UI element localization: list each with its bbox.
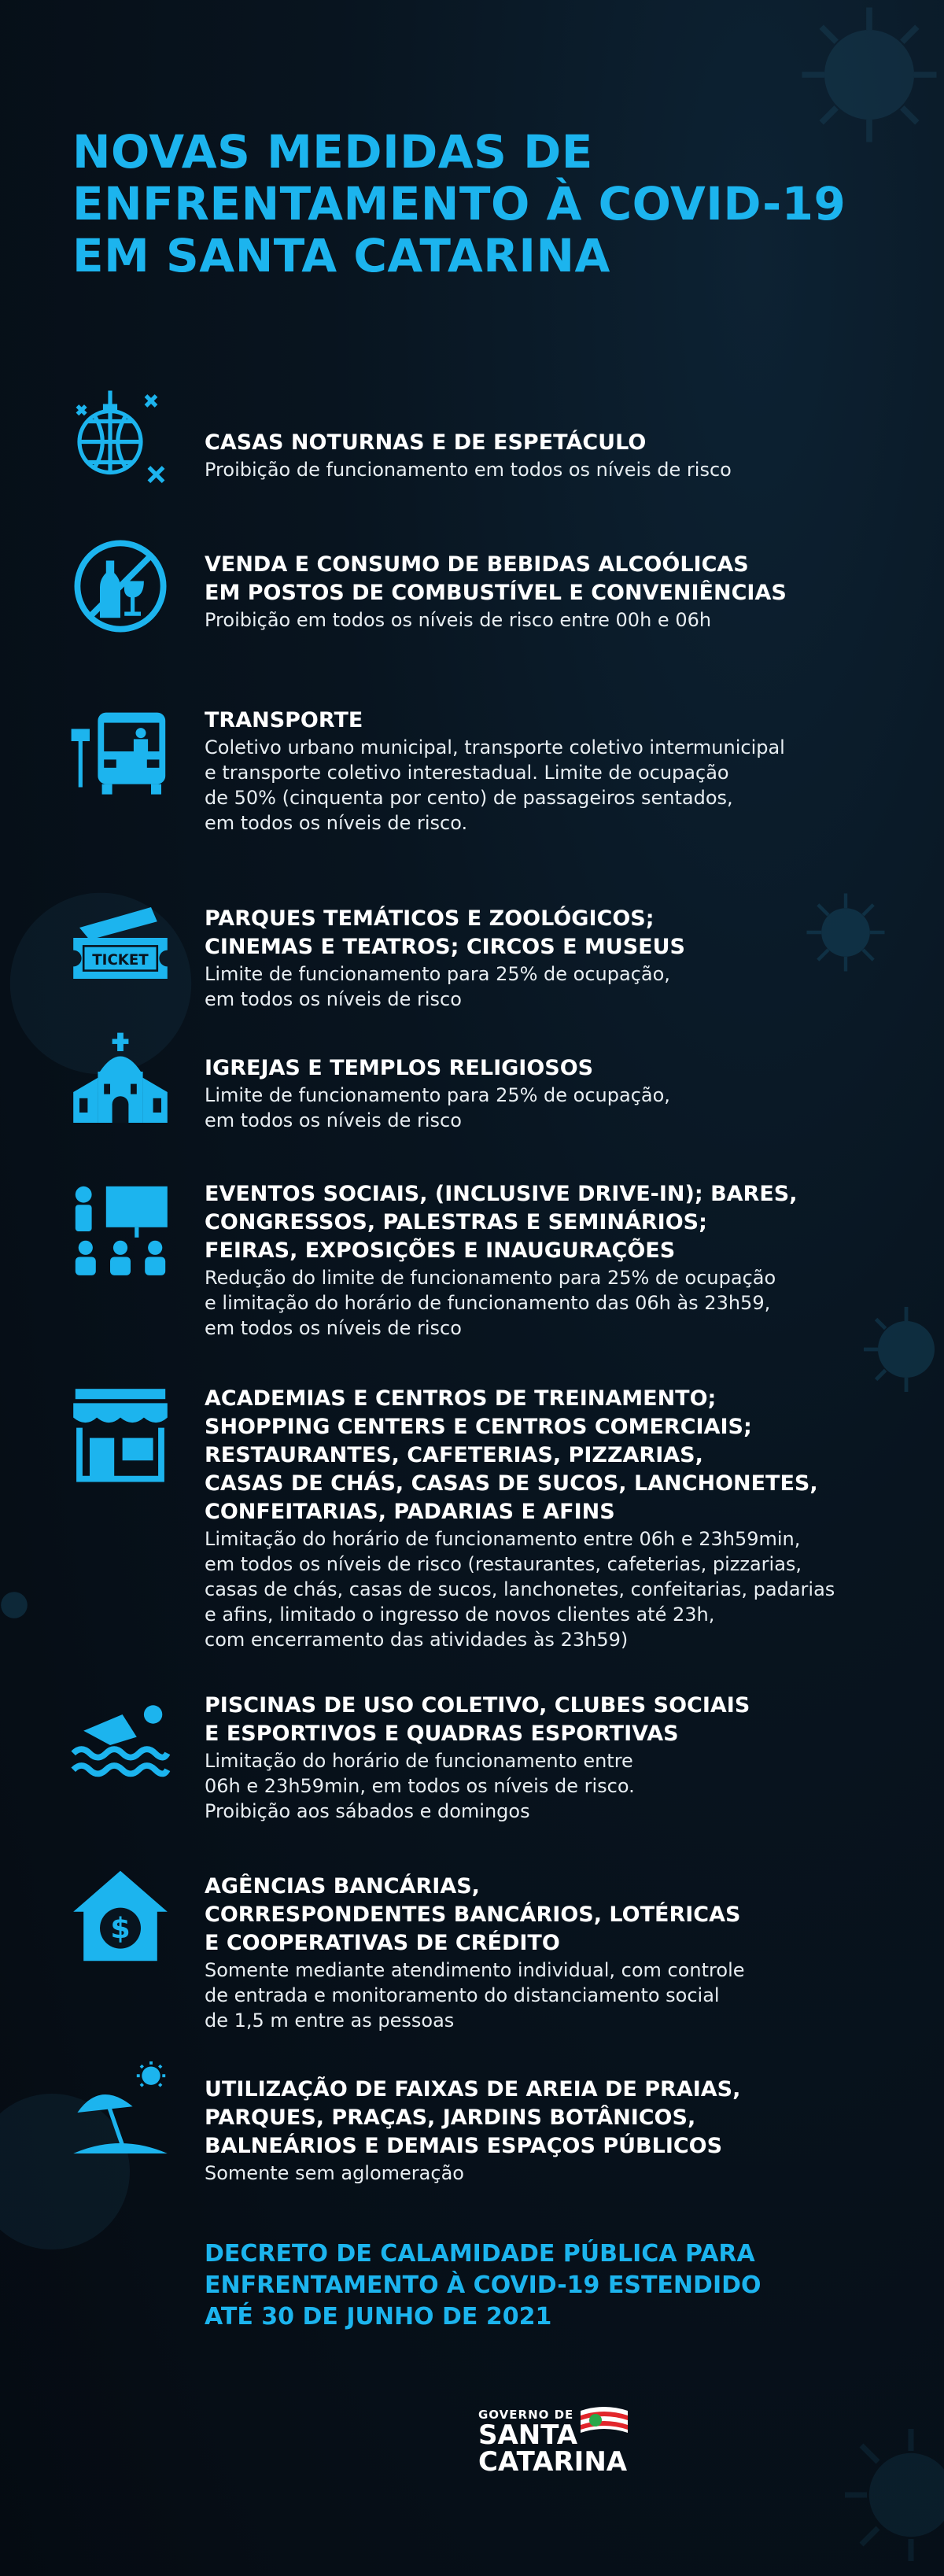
item-description: Coletivo urbano municipal, transporte coletivo intermunicipal e transporte coletivo interestadual. Limite de ocupação de 50% (cinquenta por cento) de passageiros sentados, em todos os níveis de risco.	[205, 736, 785, 834]
title-line-3: EM SANTA CATARINA	[72, 229, 610, 282]
item-description: Limitação do horário de funcionamento entre 06h e 23h59min, em todos os níveis de risco (restaurantes, cafeterias, pizzarias, casas de chás, casas de sucos, lanchonetes, confeitarias, padarias e afins, limitado o ingresso de novos clientes até 23h, com encerramento das atividades às 23h59)	[205, 1528, 835, 1651]
item-description: Proibição em todos os níveis de risco entre 00h e 06h	[205, 609, 712, 631]
item-heading: IGREJAS E TEMPLOS RELIGIOSOS	[205, 1056, 594, 1080]
item-heading: TRANSPORTE	[205, 708, 363, 733]
bank-house-dollar-icon	[69, 1865, 171, 1967]
swimmer-icon	[69, 1684, 171, 1786]
ticket-icon	[69, 897, 171, 999]
title-line-1: NOVAS MEDIDAS DE	[72, 125, 593, 179]
item-heading: EVENTOS SOCIAIS, (INCLUSIVE DRIVE-IN); BARES, CONGRESSOS, PALESTRAS E SEMINÁRIOS; FEIRAS, EXPOSIÇÕES E INAUGURAÇÕES	[205, 1182, 798, 1263]
item-description: Redução do limite de funcionamento para 25% de ocupação e limitação do horário de funcionamento das 06h às 23h59, em todos os níveis de risco	[205, 1267, 776, 1339]
item-description: Limite de funcionamento para 25% de ocupação, em todos os níveis de risco	[205, 1084, 670, 1131]
item-heading: UTILIZAÇÃO DE FAIXAS DE AREIA DE PRAIAS, PARQUES, PRAÇAS, JARDINS BOTÂNICOS, BALNEÁRIOS E DEMAIS ESPAÇOS PÚBLICOS	[205, 2077, 741, 2158]
title-line-2: ENFRENTAMENTO À COVID-19	[72, 177, 846, 231]
bus-icon	[69, 700, 171, 803]
state-flag-icon	[577, 2403, 632, 2441]
beach-umbrella-icon	[69, 2061, 171, 2164]
storefront-icon	[69, 1385, 171, 1487]
governo-santa-catarina-logo	[478, 2408, 651, 2494]
item-description: Proibição de funcionamento em todos os níveis de risco	[205, 459, 732, 481]
virus-decoration-icon	[0, 1574, 47, 1637]
item-description: Limite de funcionamento para 25% de ocupação, em todos os níveis de risco	[205, 963, 670, 1010]
item-heading: ACADEMIAS E CENTROS DE TREINAMENTO; SHOPPING CENTERS E CENTROS COMERCIAIS; RESTAURANTES, CAFETERIAS, PIZZARIAS, CASAS DE CHÁS, CASAS DE SUCOS, LANCHONETES, CONFEITARIAS, PADARIAS E AFINS	[205, 1386, 818, 1524]
logo-line-1: SANTA	[478, 2419, 578, 2451]
no-alcohol-icon	[69, 535, 171, 637]
svg-text:$: $	[110, 1911, 131, 1946]
item-heading: PARQUES TEMÁTICOS E ZOOLÓGICOS; CINEMAS E TEATROS; CIRCOS E MUSEUS	[205, 906, 685, 959]
item-heading: AGÊNCIAS BANCÁRIAS, CORRESPONDENTES BANCÁRIOS, LOTÉRICAS E COOPERATIVAS DE CRÉDITO	[205, 1874, 741, 1955]
item-description: Limitação do horário de funcionamento entre 06h e 23h59min, em todos os níveis de risco. Proibição aos sábados e domingos	[205, 1750, 635, 1822]
item-description: Somente sem aglomeração	[205, 2162, 464, 2184]
disco-ball-icon	[69, 386, 171, 488]
decree-notice: DECRETO DE CALAMIDADE PÚBLICA PARA ENFRENTAMENTO À COVID-19 ESTENDIDO ATÉ 30 DE JUNHO DE 2021	[205, 2240, 761, 2331]
virus-decoration-icon	[0, 2006, 173, 2337]
logo-small-text: GOVERNO DE	[478, 2408, 574, 2422]
item-description: Somente mediante atendimento individual, com controle de entrada e monitoramento do distanciamento social de 1,5 m entre as pessoas	[205, 1959, 745, 2032]
item-heading: PISCINAS DE USO COLETIVO, CLUBES SOCIAIS E ESPORTIVOS E QUADRAS ESPORTIVAS	[205, 1693, 750, 1746]
item-heading: VENDA E CONSUMO DE BEBIDAS ALCOÓLICAS EM POSTOS DE COMBUSTÍVEL E CONVENIÊNCIAS	[205, 552, 787, 605]
item-heading: CASAS NOTURNAS E DE ESPETÁCULO	[205, 430, 647, 455]
ticket-icon-label: TICKET	[92, 951, 149, 969]
audience-presentation-icon	[69, 1180, 171, 1282]
church-icon	[69, 1031, 171, 1133]
page-title	[72, 126, 859, 282]
logo-line-2: CATARINA	[478, 2446, 628, 2478]
virus-decoration-icon	[834, 2392, 944, 2576]
